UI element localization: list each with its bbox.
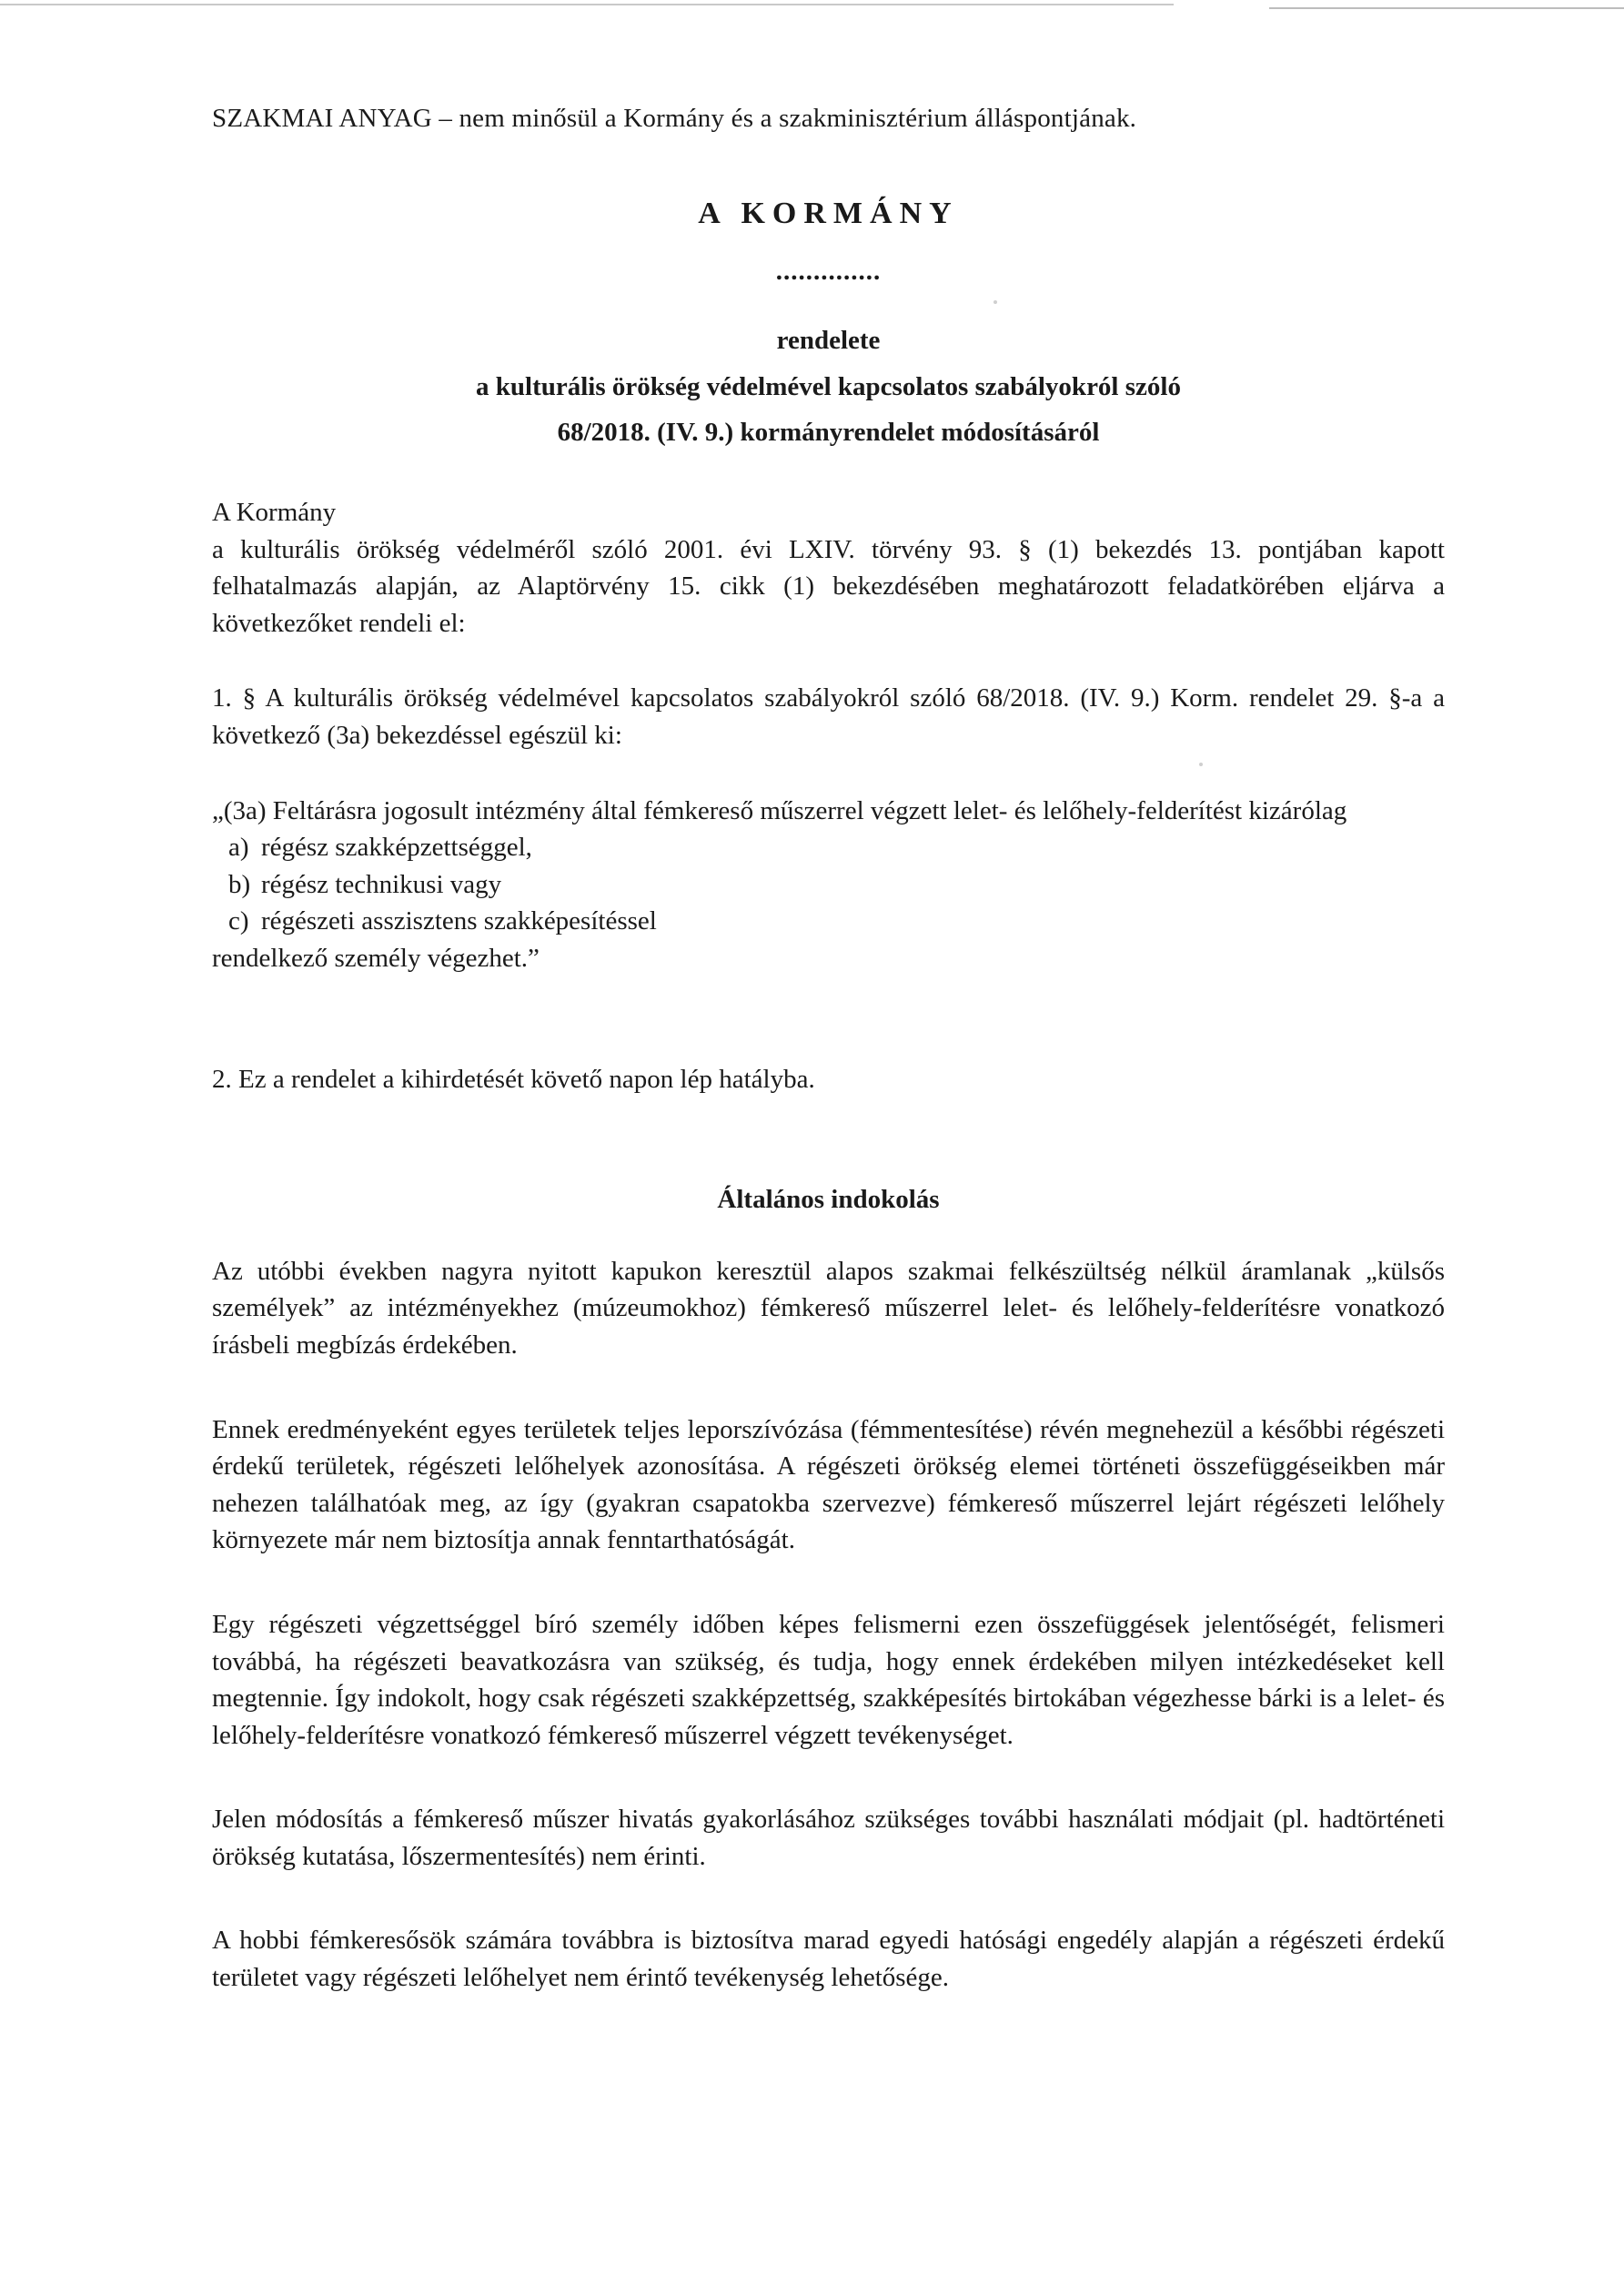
amendment-quote xyxy=(212,793,1445,977)
header-note: SZAKMAI ANYAG – nem minősül a Kormány és a szakminisztérium álláspontjának. xyxy=(212,104,1137,133)
preamble xyxy=(212,494,1445,642)
list-item-letter: c) xyxy=(228,906,249,936)
list-item xyxy=(228,903,1445,940)
list-item-text: régész technikusi vagy xyxy=(261,869,502,899)
justification-title: Általános indokolás xyxy=(717,1185,940,1215)
justification-body xyxy=(212,1253,1445,1997)
quote-intro: „(3a) Feltárásra jogosult intézmény által fémkereső műszerrel végzett lelet- és lelőhely-felderítést kizárólag xyxy=(212,795,1347,825)
quote-closing: rendelkező személy végezhet.” xyxy=(212,943,540,973)
justification-paragraph-5: A hobbi fémkeresősök számára továbbra is biztosítva marad egyedi hatósági engedély alapján a régészeti érdekű területet vagy régészeti lelőhelyet nem érintő tevékenység lehetősége. xyxy=(212,1926,1445,1993)
title-line-1: rendelete xyxy=(776,325,881,355)
justification-paragraph-2: Ennek eredményeként egyes területek teljes leporszívózása (fémmentesítése) révén megnehezül a későbbi régészeti érdekű területek, régészeti lelőhelyek azonosítása. A régészeti örökség elemei történeti összefüggéseikben már nehezen találhatóak meg, az így (gyakran csapatokba szervezve) fémkereső műszerrel lejárt régészeti lelőhely környezete már nem biztosítja annak fenntarthatóságát. xyxy=(212,1414,1445,1555)
title-line-2: a kulturális örökség védelmével kapcsolatos szabályokról szóló xyxy=(476,371,1181,401)
list-item-text: régészeti asszisztens szakképesítéssel xyxy=(261,906,657,936)
list-item-text: régész szakképzettséggel, xyxy=(261,833,532,863)
preamble-subject: A Kormány xyxy=(212,498,337,528)
decree-title xyxy=(212,318,1445,456)
list-item-letter: b) xyxy=(228,869,251,899)
document-page xyxy=(212,100,1445,1997)
preamble-body: a kulturális örökség védelméről szóló 2001. évi LXIV. törvény 93. § (1) bekezdés 13. pontjában kapott felhatalmazás alapján, az Alaptörvény 15. cikk (1) bekezdésében meghatározott feladatkörében eljárva a következőket rendeli el: xyxy=(212,534,1445,638)
scan-edge-right xyxy=(1269,7,1624,9)
justification-paragraph-1: Az utóbbi években nagyra nyitott kapukon keresztül alapos szakmai felkészültség nélkül áramlanak „külsős személyek” az intézményekhez (múzeumokhoz) fémkereső műszerrel lelet- és lelőhely-felderítésre vonatkozó írásbeli megbízás érdekében. xyxy=(212,1256,1445,1360)
justification-paragraph-4: Jelen módosítás a fémkereső műszer hivatás gyakorlásához szükséges további használati módjait (pl. hadtörténeti örökség kutatása, lőszermentesítés) nem érinti. xyxy=(212,1805,1445,1871)
title-line-3: 68/2018. (IV. 9.) kormányrendelet módosításáról xyxy=(557,418,1100,448)
decree-number-placeholder: .............. xyxy=(775,257,882,287)
government-heading: A KORMÁNY xyxy=(698,196,959,230)
section-2: 2. Ez a rendelet a kihirdetését követő napon lép hatályba. xyxy=(212,1064,815,1094)
qualification-list xyxy=(228,829,1445,940)
list-item xyxy=(228,829,1445,866)
scan-edge-left xyxy=(0,4,1174,5)
justification-paragraph-3: Egy régészeti végzettséggel bíró személy időben képes felismerni ezen összefüggések jelentőségét, felismeri továbbá, ha régészeti beavatkozásra van szükség, és tudja, hogy ennek érdekében milyen intézkedéseket kell megtennie. Így indokolt, hogy csak régészeti szakképzettség, szakképesítés birtokában végezhesse bárki is a lelet- és lelőhely-felderítésre vonatkozó fémkereső műszerrel végzett tevékenységet. xyxy=(212,1609,1445,1750)
list-item xyxy=(228,866,1445,904)
list-item-letter: a) xyxy=(228,833,249,863)
section-1: 1. § A kulturális örökség védelmével kapcsolatos szabályokról szóló 68/2018. (IV. 9.) Korm. rendelet 29. §-a a következő (3a) bekezdéssel egészül ki: xyxy=(212,683,1445,750)
